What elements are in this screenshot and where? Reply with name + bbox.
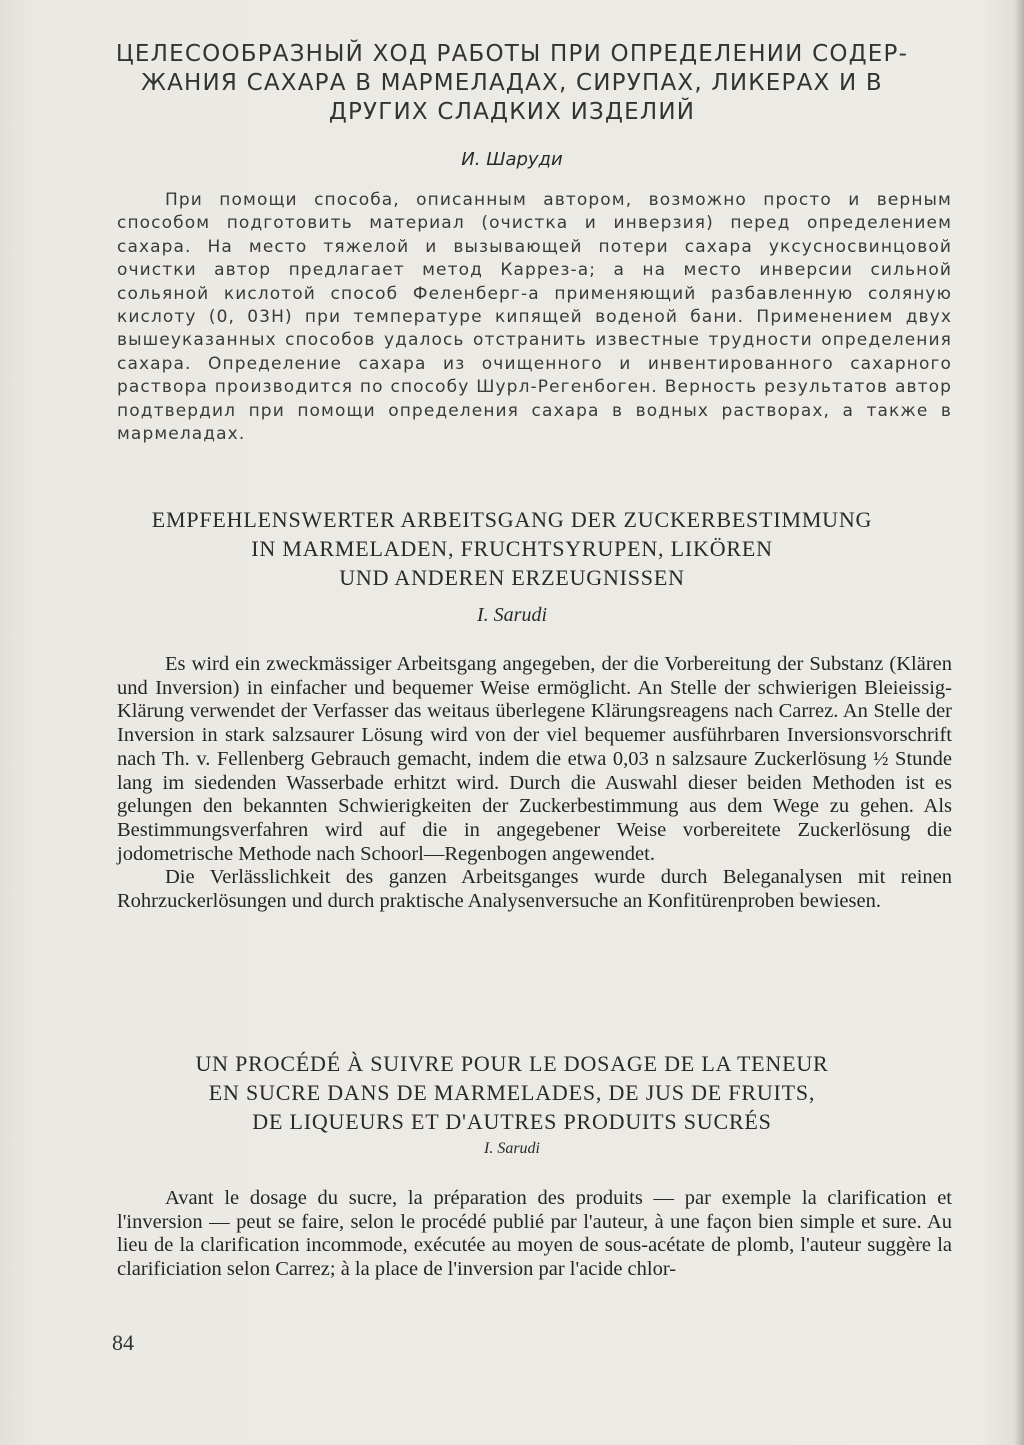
title-line: UND ANDEREN ERZEUGNISSEN (339, 565, 685, 590)
section-german (0, 505, 1024, 592)
abstract-body (117, 1187, 952, 1282)
paragraph: Es wird ein zweckmässiger Arbeitsgang angegeben, der die Vorbereitung der Substanz (Klären und Inversion) in einfacher und bequemer Weise ermöglicht. An Stelle der schwierigen Bleieissig-Klärung verwendet der Verfasser das weitaus überlegene Klärungsreagens nach Carrez. An Stelle der Inversion in stark salzsaurer Lösung wird von der viel bequemer ausführbaren Inversionsvorschrift nach Th. v. Fellenberg Gebrauch gemacht, indem die etwa 0,03 n salzsaure Zuckerlösung ½ Stunde lang im siedenden Wasserbade erhitzt wird. Durch die Auswahl dieser beiden Methoden ist es gelungen den bekannten Schwierigkeiten der Zuckerbestimmung aus dem Wege zu gehen. Als Bestimmungsverfahren wird auf die in angegebener Weise vorbereitete Zuckerlösung die jodometrische Methode nach Schoorl—Regenbogen angewendet. (117, 653, 952, 865)
title-line: ДРУГИХ СЛАДКИХ ИЗДЕЛИЙ (328, 99, 696, 125)
title-line: ЖАНИЯ САХАРА В МАРМЕЛАДАХ, СИРУПАХ, ЛИКЕРАХ И В (141, 70, 883, 96)
paragraph: Avant le dosage du sucre, la préparation des produits — par exemple la clarification et l'inversion — peut se faire, selon le procédé publié par l'auteur, à une façon bien simple et sure. Au lieu de la clarification incommode, exécutée au moyen de sous-acétate de plomb, l'auteur suggère la clarificiation selon Carrez; à la place de l'inversion par l'acide chlor- (117, 1187, 952, 1281)
author-name: I. Sarudi (477, 604, 547, 626)
title-line: UN PROCÉDÉ À SUIVRE POUR LE DOSAGE DE LA TENEUR (195, 1051, 829, 1076)
author-name: I. Sarudi (484, 1140, 540, 1157)
page-edge-shadow (1014, 0, 1024, 1445)
title-line: EN SUCRE DANS DE MARMELADES, DE JUS DE FRUITS, (208, 1080, 816, 1105)
section-title (72, 1049, 952, 1136)
section-french (0, 1049, 1024, 1136)
title-line: IN MARMELADEN, FRUCHTSYRUPEN, LIKÖREN (251, 536, 773, 561)
title-line: ЦЕЛЕСООБРАЗНЫЙ ХОД РАБОТЫ ПРИ ОПРЕДЕЛЕНИИ СОДЕР- (115, 41, 909, 67)
section-russian (0, 40, 1024, 127)
paragraph: Die Verlässlichkeit des ganzen Arbeitsganges wurde durch Beleganalysen mit reinen Rohrzuckerlösungen und durch praktische Analysenversuche an Konfitürenproben bewiesen. (117, 866, 952, 913)
page-number: 84 (112, 1330, 134, 1355)
title-line: DE LIQUEURS ET D'AUTRES PRODUITS SUCRÉS (252, 1109, 772, 1134)
paragraph: При помощи способа, описанным автором, возможно просто и верным способом подготовить материал (очистка и инверзия) перед определением сахара. На место тяжелой и вызывающей потери сахара уксусносвинцовой очистки автор предлагает метод Каррез-а; а на место инверсии сильной сольяной кислотой способ Феленберг-а применяющий разбавленную соляную кислоту (0, 03Н) при температуре кипящей воденой бани. Применением двух вышеуказанных способов удалось отстранить известные трудности определения сахара. Определение сахара из очищенного и инвентированного сахарного раствора производится по способу Шурл-Регенбоген. Верность результатов автор подтвердил при помощи определения сахара в водных растворах, а также в мармеладах. (117, 190, 952, 445)
title-line: EMPFEHLENSWERTER ARBEITSGANG DER ZUCKERBESTIMMUNG (151, 507, 873, 532)
author-name: И. Шаруди (461, 149, 563, 170)
abstract-body (117, 653, 952, 914)
section-title (72, 505, 952, 592)
abstract-body (117, 189, 952, 446)
section-title (72, 40, 952, 127)
